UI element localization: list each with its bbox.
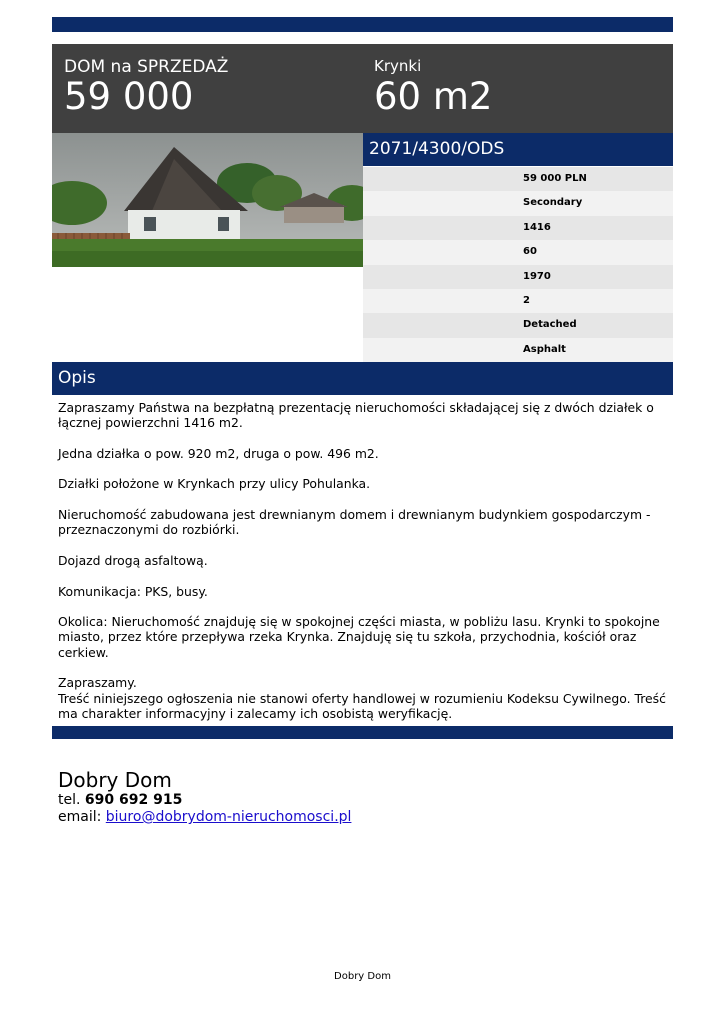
email-link[interactable]: biuro@dobrydom-nieruchomosci.pl (105, 809, 352, 825)
email-line (58, 809, 351, 826)
phone-number: 690 692 915 (84, 792, 183, 808)
agency-contact (58, 768, 351, 826)
price: 59 000 (64, 75, 194, 118)
detail-row-area (363, 240, 673, 264)
description-paragraph: Okolica: Nieruchomość znajduję się w spokojnej części miasta, w pobliżu lasu. Krynki to spokojne miasto, przez które przepływa rzeka Krynka. Znajduję się tu szkoła, przychodnia, kościół oraz cerkiew. (58, 614, 660, 660)
offer-reference: 2071/4300/ODS (369, 139, 505, 159)
detail-row-lot-area (363, 216, 673, 240)
detail-value: Secondary (523, 197, 583, 209)
description-paragraph: Nieruchomość zabudowana jest drewnianym domem i drewnianym budynkiem gospodarczym - przeznaczonymi do rozbiórki. (58, 507, 651, 538)
bottom-accent-bar (52, 726, 673, 739)
description-paragraph: Działki położone w Krynkach przy ulicy Pohulanka. (58, 476, 371, 492)
phone-line (58, 792, 351, 809)
description-paragraph: Dojazd drogą asfaltową. (58, 552, 208, 568)
description-paragraph: Jedna działka o pow. 920 m2, druga o pow. 496 m2. (58, 445, 379, 461)
phone-label: tel. (58, 792, 81, 808)
offer-reference-bar (363, 133, 673, 166)
detail-row-rooms (363, 289, 673, 313)
offer-type: DOM na SPRZEDAŻ (64, 57, 229, 77)
email-label: email: (58, 809, 102, 825)
details-table (363, 167, 673, 362)
detail-value: 1416 (523, 221, 551, 233)
description-body (58, 400, 668, 721)
description-heading-bar (52, 362, 673, 395)
detail-value: 2 (523, 294, 530, 306)
property-photo (52, 133, 363, 267)
detail-row-building-type (363, 313, 673, 337)
detail-value: 60 (523, 246, 537, 258)
detail-row-year (363, 265, 673, 289)
top-accent-bar (52, 17, 673, 32)
listing-header (52, 44, 673, 133)
detail-row-price (363, 167, 673, 191)
description-closing (58, 675, 668, 721)
closing-invite: Zapraszamy. (58, 675, 137, 691)
detail-value: Asphalt (523, 343, 566, 355)
agency-name: Dobry Dom (58, 768, 172, 792)
detail-row-road (363, 338, 673, 362)
detail-row-market (363, 191, 673, 215)
detail-value: Detached (523, 319, 577, 331)
description-heading: Opis (58, 368, 96, 388)
detail-value: 1970 (523, 270, 551, 282)
area: 60 m2 (374, 75, 493, 118)
location: Krynki (374, 57, 422, 75)
detail-value: 59 000 PLN (523, 173, 587, 184)
legal-disclaimer: Treść niniejszego ogłoszenia nie stanowi oferty handlowej w rozumieniu Kodeksu Cywilnego. Treść ma charakter informacyjny i zalecamy ich osobistą weryfikację. (58, 690, 666, 721)
description-paragraph: Komunikacja: PKS, busy. (58, 583, 208, 599)
page-footer: Dobry Dom (334, 971, 391, 982)
description-paragraph: Zapraszamy Państwa na bezpłatną prezentację nieruchomości składającej się z dwóch działek o łącznej powierzchni 1416 m2. (58, 400, 654, 431)
